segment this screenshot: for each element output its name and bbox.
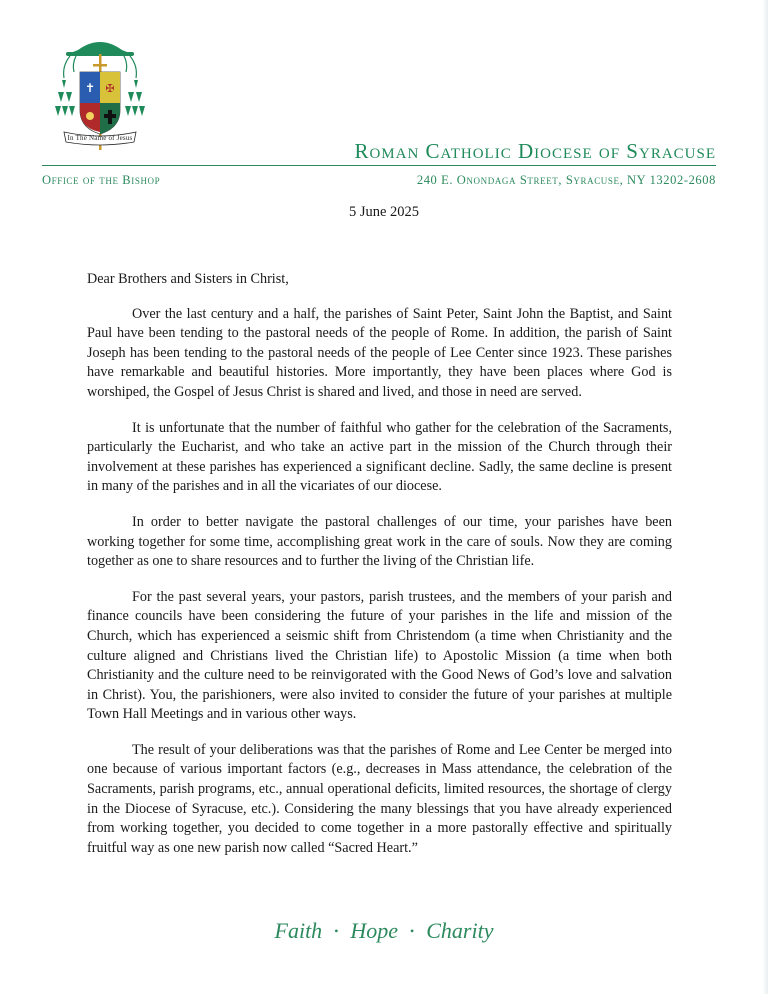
letter-body xyxy=(87,270,672,874)
footer-charity: Charity xyxy=(426,918,494,943)
footer-motto xyxy=(0,918,768,944)
diocese-address: 240 E. Onondaga Street, Syracuse, NY 13202-2608 xyxy=(416,173,716,187)
footer-hope: Hope xyxy=(350,918,399,943)
letterhead-divider xyxy=(42,165,716,166)
paragraph-2: It is unfortunate that the number of faithful who gather for the celebration of the Sacraments, particularly the Eucharist, and who take an active part in the mission of the Church through their involvement at these parishes has experienced a significant decline. Sadly, the same decline is present in many of the parishes and in all the vicariates of our diocese. xyxy=(87,419,672,495)
letter-date: 5 June 2025 xyxy=(348,204,420,220)
diocese-title: Roman Catholic Diocese of Syracuse xyxy=(354,139,716,163)
office-label: Office of the Bishop xyxy=(42,173,161,187)
svg-text:✠: ✠ xyxy=(105,82,115,95)
footer-faith: Faith xyxy=(274,918,323,943)
page-edge-shadow xyxy=(762,0,768,994)
footer-separator-1: • xyxy=(334,924,339,938)
svg-text:✝: ✝ xyxy=(84,81,96,95)
paragraph-3: In order to better navigate the pastoral challenges of our time, your parishes have been working together for some time, accomplishing great work in the care of souls. Now they are coming together as one to share resources and to further the living of the Christian life. xyxy=(87,513,672,570)
paragraph-1: Over the last century and a half, the parishes of Saint Peter, Saint John the Baptist, and Saint Paul have been tending to the pastoral needs of the people of Rome. In addition, the parish of Saint Joseph has been tending to the pastoral needs of the people of Lee Center since 1923. These parishes have remarkable and beautiful histories. More importantly, they have been places where God is worshiped, the Gospel of Jesus Christ is shared and lived, and those in need are served. xyxy=(87,305,672,400)
paragraph-4: For the past several years, your pastors, parish trustees, and the members of your parish and finance councils have been considering the future of your parishes in the life and mission of the Church, which has experienced a seismic shift from Christendom (a time when Christianity and the culture aligned and Christians lived the Christian life) to Apostolic Mission (a time when both Christianity and the culture need to be reinvigorated with the Good News of God’s love and salvation in Christ). You, the parishioners, were also invited to consider the future of your parishes at multiple Town Hall Meetings and in various other ways. xyxy=(87,588,672,723)
salutation: Dear Brothers and Sisters in Christ, xyxy=(87,271,289,287)
footer-separator-2: • xyxy=(410,924,415,938)
paragraph-5: The result of your deliberations was that the parishes of Rome and Lee Center be merged into one because of various important factors (e.g., decreases in Mass attendance, the celebration of the Sacraments, parish programs, etc., annual operational deficits, limited resources, the shortage of clergy in the Diocese of Syracuse, etc.). Considering the many blessings that you have already experienced from working together, you decided to come together in a more pastorally effective and spiritually fruitful way as one new parish now called “Sacred Heart.” xyxy=(87,741,672,856)
crest-motto: In The Name of Jesus xyxy=(67,134,133,142)
